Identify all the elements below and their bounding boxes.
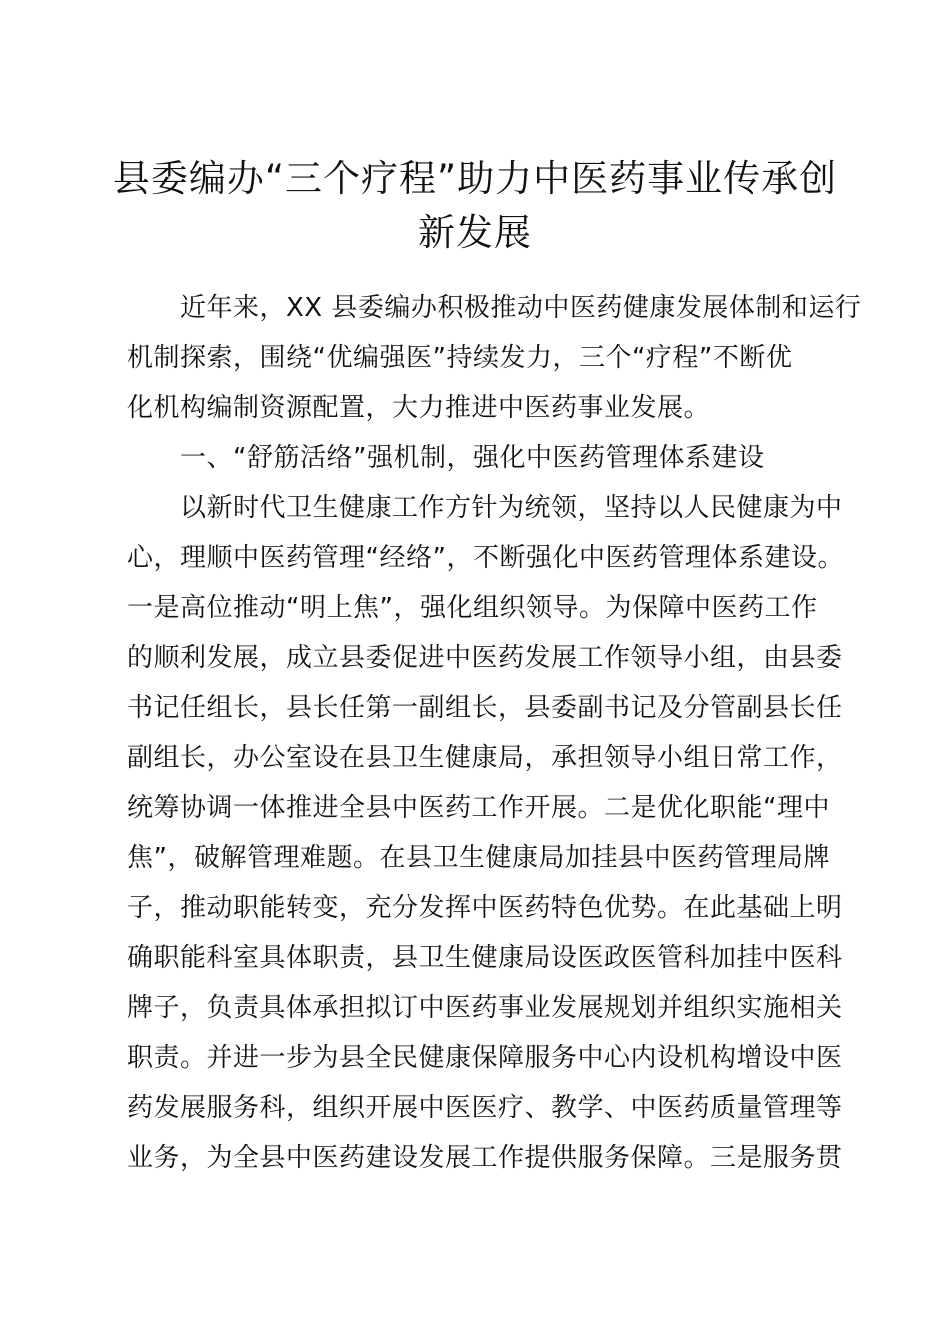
paragraph-line: 的顺利发展，成立县委促进中医药发展工作领导小组，由县委: [127, 643, 843, 673]
paragraph-line: 焦”，破解管理难题。在县卫生健康局加挂县中医药管理局牌: [127, 843, 830, 873]
paragraph-line: 牌子，负责具体承担拟订中医药事业发展规划并组织实施相关: [127, 993, 843, 1023]
paragraph-line: 药发展服务科，组织开展中医医疗、教学、中医药质量管理等: [127, 1093, 843, 1123]
title-line-1: 县委编办“三个疗程”助力中医药事业传承创: [112, 157, 838, 200]
title-line-2: 新发展: [418, 211, 532, 254]
paragraph-line: 子，推动职能转变，充分发挥中医药特色优势。在此基础上明: [127, 893, 843, 923]
paragraph-line: 以新时代卫生健康工作方针为统领，坚持以人民健康为中: [180, 493, 843, 523]
document-title: [100, 152, 850, 260]
paragraph-line: 一是高位推动“明上焦”，强化组织领导。为保障中医药工作: [127, 593, 818, 623]
paragraph-line: 统筹协调一体推进全县中医药工作开展。二是优化职能“理中: [127, 793, 830, 823]
section-heading: 一、“舒筋活络”强机制，强化中医药管理体系建设: [180, 443, 765, 473]
paragraph-line: 机制探索，围绕“优编强医”持续发力，三个“疗程”不断优: [127, 343, 793, 373]
paragraph-line: 心，理顺中医药管理“经络”，不断强化中医药管理体系建设。: [127, 543, 844, 573]
paragraph-line: 近年来，XX 县委编办积极推动中医药健康发展体制和运行: [180, 293, 862, 323]
paragraph-line: 化机构编制资源配置，大力推进中医药事业发展。: [127, 393, 711, 423]
paragraph-line: 确职能科室具体职责，县卫生健康局设医政医管科加挂中医科: [127, 943, 843, 973]
paragraph-line: 书记任组长，县长任第一副组长，县委副书记及分管副县长任: [127, 693, 843, 723]
paragraph-line: 业务，为全县中医药建设发展工作提供服务保障。三是服务贯: [127, 1143, 843, 1173]
paragraph-line: 职责。并进一步为县全民健康保障服务中心内设机构增设中医: [127, 1043, 843, 1073]
paragraph-line: 副组长，办公室设在县卫生健康局，承担领导小组日常工作，: [127, 743, 843, 773]
document-body: [127, 283, 862, 1183]
